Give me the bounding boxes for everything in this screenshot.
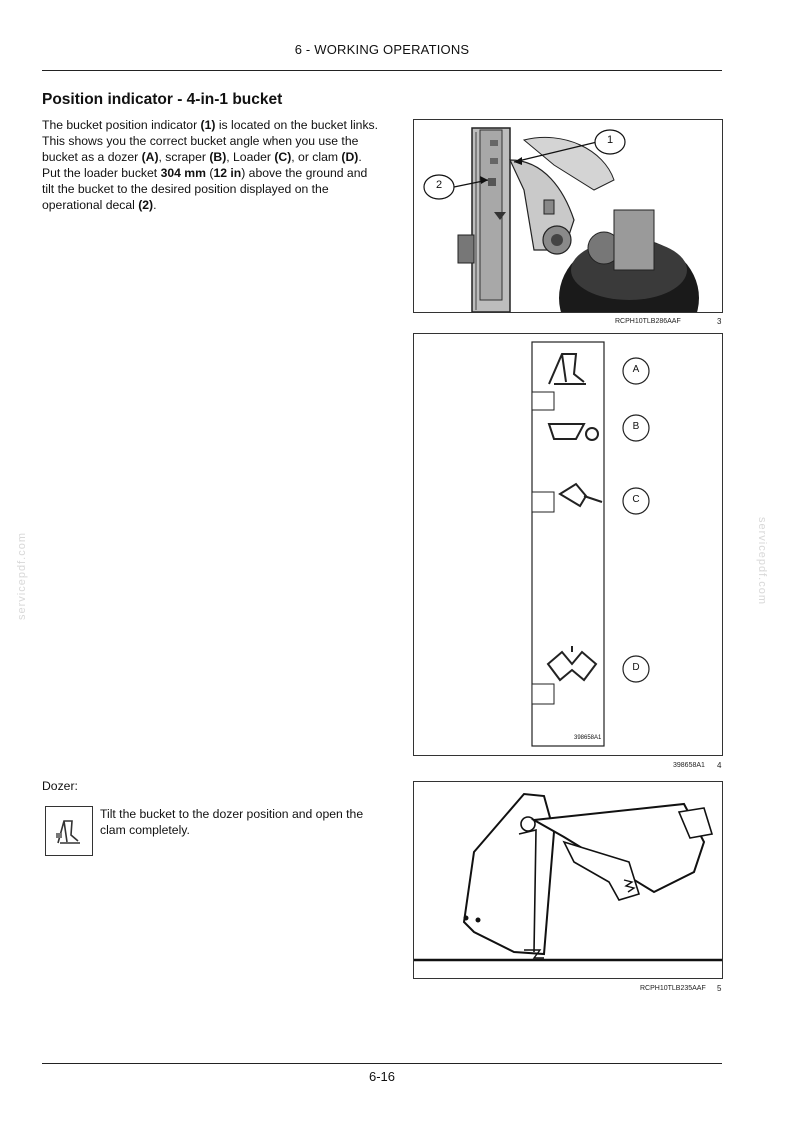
body-text-run: .	[153, 198, 157, 212]
dozer-icon	[46, 807, 92, 855]
body-text-run: (D)	[341, 150, 359, 164]
body-text-run: (	[205, 166, 214, 180]
body-text-run: (2)	[138, 198, 154, 212]
callout-b: B	[632, 421, 640, 432]
page-number: 6-16	[368, 1069, 396, 1084]
dozer-label: Dozer:	[42, 779, 78, 793]
figure-3-code: RCPH10TLB286AAF	[615, 318, 681, 325]
callout-1: 1	[606, 134, 614, 146]
watermark-right: servicepdf.com	[755, 517, 768, 605]
callout-d: D	[632, 662, 640, 673]
body-text-run: 12 in	[213, 166, 242, 180]
decal-inner-code: 398658A1	[574, 735, 602, 741]
header-title: 6 - WORKING OPERATIONS	[294, 42, 470, 57]
figure-4-number: 4	[717, 761, 722, 770]
body-text-run: (B)	[209, 150, 227, 164]
figure-4-code: 398658A1	[673, 762, 705, 769]
figure-4-decal	[413, 333, 723, 756]
figure-3-illustration	[414, 120, 722, 312]
figure-5-code: RCPH10TLB235AAF	[640, 985, 706, 992]
body-text-run: , Loader	[226, 150, 275, 164]
body-text-run: ) above the ground and tilt the bucket to the desired position displayed on the operational decal	[42, 166, 368, 212]
body-text-run: (C)	[274, 150, 292, 164]
callout-a: A	[632, 364, 640, 375]
callout-c: C	[632, 494, 640, 505]
figure-3-photo	[413, 119, 723, 313]
header-rule	[42, 70, 722, 71]
body-text-run: is located on the bucket links. This shows you the correct bucket angle when you use the bucket as a dozer	[42, 118, 379, 164]
figure-4-illustration	[414, 334, 722, 755]
section-body	[42, 117, 382, 213]
footer-rule	[42, 1063, 722, 1064]
body-text-run: . Put the loader bucket	[42, 150, 362, 180]
body-text-run: 304 mm	[160, 166, 206, 180]
dozer-icon-box	[45, 806, 93, 856]
figure-5-bucket	[413, 781, 723, 979]
body-text-run: , or clam	[291, 150, 342, 164]
section-title: Position indicator - 4-in-1 bucket	[42, 91, 283, 108]
watermark-left: servicepdf.com	[15, 532, 28, 620]
body-text-run: The bucket position indicator	[42, 118, 201, 132]
figure-3-number: 3	[717, 317, 722, 326]
body-text-run: , scraper	[158, 150, 210, 164]
dozer-instructions: Tilt the bucket to the dozer position and open the clam completely.	[100, 807, 364, 837]
body-text-run: (1)	[200, 118, 216, 132]
body-text-run: (A)	[141, 150, 159, 164]
figure-5-illustration	[414, 782, 722, 978]
figure-5-number: 5	[717, 984, 722, 993]
callout-2: 2	[435, 179, 443, 191]
